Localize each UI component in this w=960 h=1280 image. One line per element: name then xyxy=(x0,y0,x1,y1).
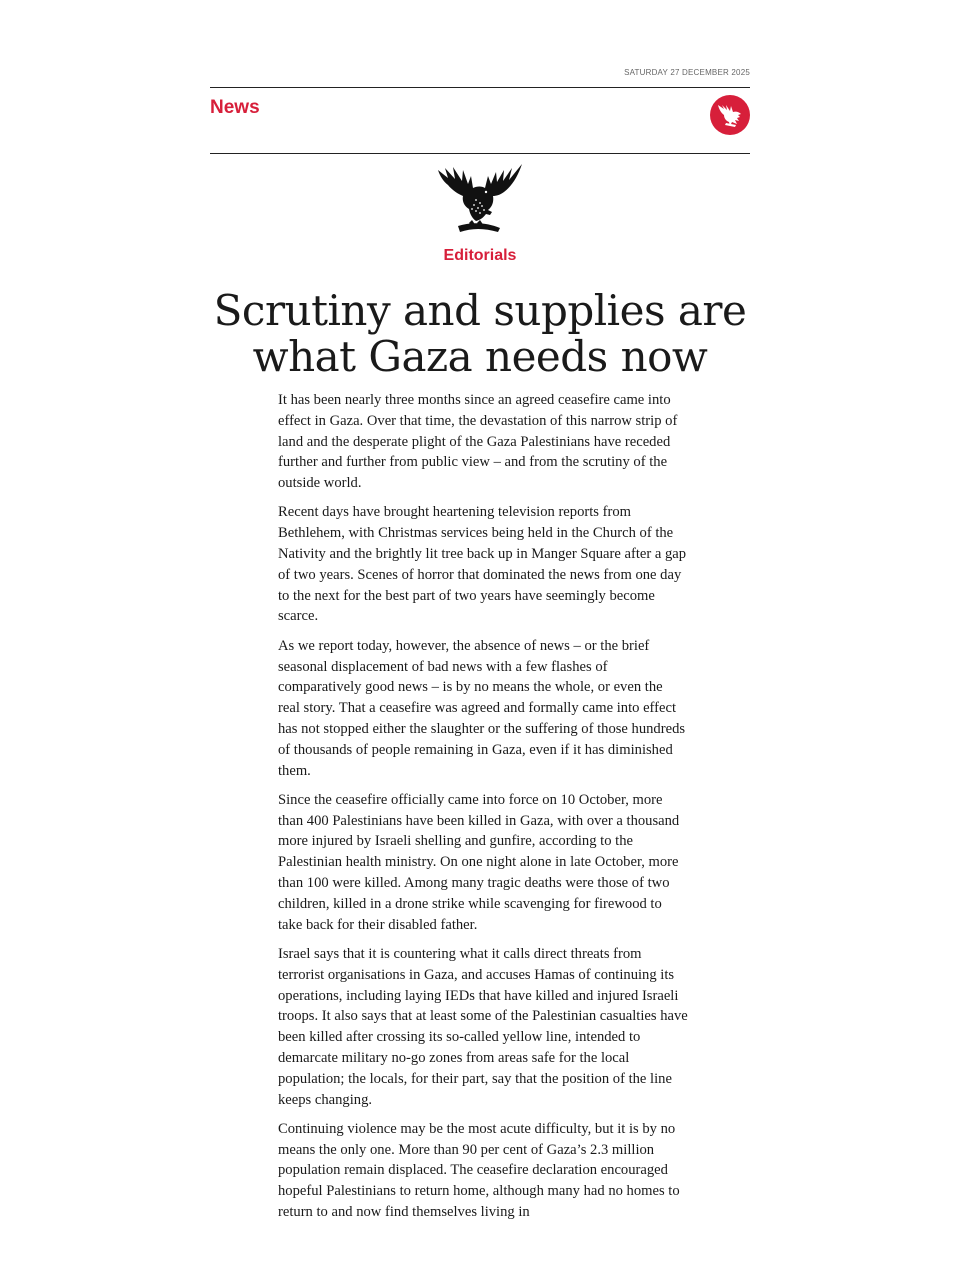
eagle-emblem-icon xyxy=(436,162,524,242)
article-paragraph: Israel says that it is countering what it calls direct threats from terrorist organisations in Gaza, and accuses Hamas of continuing its operations, including laying IEDs that have killed and injured Israeli troops. It also says that at least some of the Palestinian casualties have been killed after crossing its so-called yellow line, intended to demarcate military no-go zones from areas safe for the local population; the locals, for their part, say that the position of the line keeps changing. xyxy=(278,945,688,1108)
issue-date: SATURDAY 27 DECEMBER 2025 xyxy=(624,68,750,77)
article-paragraph: Recent days have brought heartening television reports from Bethlehem, with Christmas services being held in the Church of the Nativity and the brightly lit tree back up in Manger Square after a gap of two years. Scenes of horror that dominated the news from one day to the next for the best part of two years have seemingly become scarce. xyxy=(278,504,687,625)
article-headline: Scrutiny and supplies are what Gaza needs now xyxy=(213,286,747,381)
eagle-logo-icon[interactable] xyxy=(710,95,750,135)
header-bottom-rule xyxy=(210,153,750,154)
article-paragraph: Since the ceasefire officially came into force on 10 October, more than 400 Palestinians have been killed in Gaza, with over a thousand more injured by Israeli shelling and gunfire, according to the Palestinian health ministry. On one night alone in late October, more than 100 were killed. Among many tragic deaths were those of two children, killed in a drone strike while scavenging for firewood to take back for their disabled father. xyxy=(278,791,680,933)
article-paragraph: As we report today, however, the absence of news – or the brief seasonal displacement of bad news with a few flashes of comparatively good news – is by no means the whole, or even the real story. That a ceasefire was agreed and formally came into effect has not stopped either the slaughter or the suffering of those hundreds of thousands of people remaining in Gaza, even if it has diminished them. xyxy=(278,637,686,779)
section-label[interactable]: News xyxy=(210,97,260,118)
article-paragraph: It has been nearly three months since an agreed ceasefire came into effect in Gaza. Over that time, the devastation of this narrow strip of land and the desperate plight of the Gaza Palestinians have receded further and further from public view – and from the scrutiny of the outside world. xyxy=(278,392,678,492)
section-kicker: Editorials xyxy=(443,247,517,264)
article-body xyxy=(278,390,688,1231)
header-top-rule xyxy=(210,87,750,88)
article-paragraph: Continuing violence may be the most acute difficulty, but it is by no means the only one. More than 90 per cent of Gaza’s 2.3 million population remain displaced. The ceasefire declaration encouraged hopeful Palestinians to return home, although many had no homes to return to and now find themselves living in xyxy=(278,1120,680,1220)
